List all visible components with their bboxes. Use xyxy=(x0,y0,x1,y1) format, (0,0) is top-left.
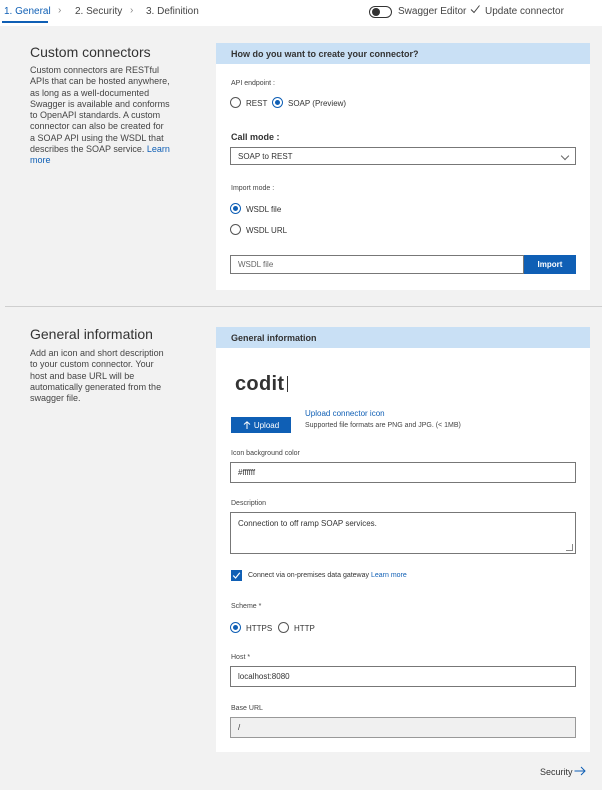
radio-wsdl-file-label: WSDL file xyxy=(246,205,282,214)
description-label: Description xyxy=(231,500,267,507)
radio-http-label: HTTP xyxy=(294,624,315,633)
radio-https[interactable] xyxy=(230,622,241,633)
upload-button[interactable] xyxy=(231,417,291,433)
gateway-checkbox[interactable] xyxy=(231,570,242,581)
radio-soap-label: SOAP (Preview) xyxy=(288,99,347,108)
step-definition[interactable]: 3. Definition xyxy=(146,6,199,17)
step-general[interactable]: 1. General xyxy=(4,6,51,17)
checkbox-check-icon xyxy=(232,571,241,580)
top-navigation xyxy=(0,0,602,26)
swagger-editor-toggle[interactable] xyxy=(369,6,392,18)
wsdl-file-input[interactable] xyxy=(230,255,524,274)
icon-background-label: Icon background color xyxy=(231,450,300,457)
call-mode-label: Call mode : xyxy=(231,132,280,142)
step-security[interactable]: 2. Security xyxy=(75,6,123,17)
host-value: localhost:8080 xyxy=(238,672,290,681)
custom-connectors-title: Custom connectors xyxy=(30,44,151,60)
arrow-right-icon[interactable] xyxy=(574,766,586,776)
wsdl-file-placeholder: WSDL file xyxy=(238,260,274,269)
upload-connector-icon-link[interactable]: Upload connector icon xyxy=(305,409,385,418)
general-information-card-header: General information xyxy=(216,327,590,348)
custom-connectors-description xyxy=(30,65,170,167)
chevron-down-icon xyxy=(561,152,569,160)
gateway-label-text: Connect via on-premises data gateway xyxy=(248,572,370,579)
base-url-value: / xyxy=(238,723,241,732)
scheme-label: Scheme * xyxy=(231,603,262,610)
custom-connectors-description-text: Custom connectors are RESTful APIs that can be hosted anywhere, as long as a well-documented Swagger is available and conforms to OpenAPI standards. A custom connector can also be created for a SOAP API using the WSDL that describes the SOAP service. xyxy=(30,65,170,155)
icon-background-value: #ffffff xyxy=(238,468,256,477)
chevron-right-icon: › xyxy=(58,5,62,16)
base-url-label: Base URL xyxy=(231,705,263,712)
upload-button-label: Upload xyxy=(253,420,280,430)
general-information-description: Add an icon and short description to your custom connector. Your host and base URL will be automatically generated from the swagger file. xyxy=(30,348,164,404)
api-endpoint-label: API endpoint : xyxy=(231,80,275,87)
radio-wsdl-file[interactable] xyxy=(230,203,241,214)
import-mode-label: Import mode : xyxy=(231,185,275,192)
next-security-link[interactable]: Security xyxy=(540,767,573,777)
learn-more-link[interactable]: Learn more xyxy=(30,144,170,166)
upload-icon xyxy=(243,421,251,430)
radio-wsdl-url[interactable] xyxy=(230,224,241,235)
logo-text: codit xyxy=(235,373,285,395)
section-divider xyxy=(5,306,602,307)
host-label: Host * xyxy=(231,654,251,661)
chevron-right-icon: › xyxy=(130,5,134,16)
import-button[interactable]: Import xyxy=(524,255,576,274)
icon-background-input[interactable] xyxy=(230,462,576,483)
radio-rest[interactable] xyxy=(230,97,241,108)
toggle-switch-icon xyxy=(372,8,380,16)
upload-format-note: Supported file formats are PNG and JPG. (< 1MB) xyxy=(305,422,461,429)
create-connector-card-header: How do you want to create your connector? xyxy=(216,43,590,64)
update-connector-button[interactable]: Update connector xyxy=(485,6,564,17)
description-value: Connection to off ramp SOAP services. xyxy=(238,519,377,528)
general-information-title: General information xyxy=(30,326,153,342)
call-mode-value: SOAP to REST xyxy=(238,151,293,161)
swagger-editor-label: Swagger Editor xyxy=(398,6,467,17)
logo-cursor xyxy=(287,376,288,392)
radio-soap[interactable] xyxy=(272,97,283,108)
host-input[interactable] xyxy=(230,666,576,687)
resize-handle-icon[interactable] xyxy=(566,544,573,551)
radio-rest-label: REST xyxy=(246,99,268,108)
description-textarea[interactable] xyxy=(230,512,576,554)
call-mode-select[interactable] xyxy=(230,147,576,165)
radio-https-label: HTTPS xyxy=(246,624,273,633)
radio-wsdl-url-label: WSDL URL xyxy=(246,226,288,235)
gateway-learn-more-link[interactable]: Learn more xyxy=(370,572,407,579)
active-step-indicator xyxy=(2,21,48,23)
check-icon xyxy=(470,4,480,14)
gateway-label xyxy=(248,572,407,579)
radio-http[interactable] xyxy=(278,622,289,633)
base-url-input xyxy=(230,717,576,738)
connector-logo xyxy=(235,373,288,396)
